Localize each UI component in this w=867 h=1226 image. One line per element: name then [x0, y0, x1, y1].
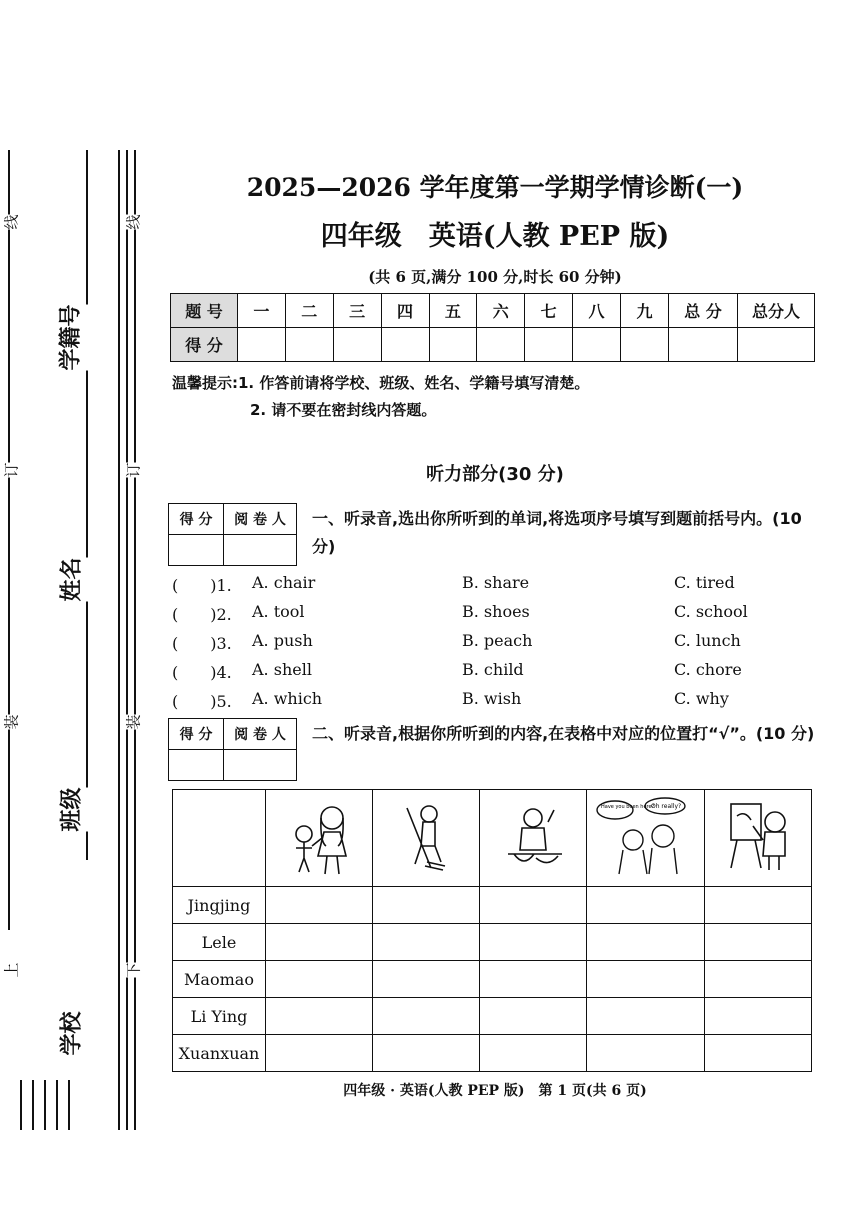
option-a: A. push [252, 631, 313, 650]
option-b: B. child [462, 660, 524, 679]
option-c: C. why [674, 689, 729, 708]
score-col: 七 [525, 294, 573, 328]
corner-cell [173, 790, 266, 887]
part2-instruction: 二、听录音,根据你所听到的内容,在表格中对应的位置打“√”。(10 分) [312, 724, 815, 743]
check-cell [479, 924, 586, 961]
score-cell [285, 328, 333, 362]
check-cell [479, 998, 586, 1035]
score-cell [238, 328, 286, 362]
sweeping-picture [381, 796, 471, 876]
grade-box-cell [224, 535, 297, 566]
option-c: C. tired [674, 573, 735, 592]
option-b: B. share [462, 573, 530, 592]
check-cell [705, 998, 812, 1035]
binding-char-up: 上 [2, 962, 21, 978]
check-cell [586, 924, 704, 961]
score-col: 三 [333, 294, 381, 328]
score-col: 六 [477, 294, 525, 328]
option-a: A. shell [252, 660, 312, 679]
check-cell [586, 998, 704, 1035]
siblings-picture [274, 796, 364, 876]
grade-box-cell [224, 750, 297, 781]
option-c: C. chore [674, 660, 742, 679]
option-c: C. school [674, 602, 748, 621]
check-cell [586, 961, 704, 998]
picture-cell [586, 790, 704, 887]
check-cell [266, 887, 373, 924]
score-col: 五 [429, 294, 477, 328]
question-number: ( )5. [172, 692, 232, 711]
score-cell [525, 328, 573, 362]
grade-box-score: 得 分 [169, 719, 224, 750]
check-cell [266, 961, 373, 998]
binding-char-order: 订 [2, 462, 21, 478]
score-col: 二 [285, 294, 333, 328]
score-cell [669, 328, 738, 362]
exam-subtitle: 四年级 英语(人教 PEP 版) [320, 221, 670, 252]
score-cell [429, 328, 477, 362]
score-cell [621, 328, 669, 362]
tips-line-1: 温馨提示:1. 作答前请将学校、班级、姓名、学籍号填写清楚。 [172, 374, 590, 392]
cooking-picture [488, 796, 578, 876]
check-cell [705, 887, 812, 924]
check-cell [705, 961, 812, 998]
picture-cell [705, 790, 812, 887]
speech-bubble-1: Have you been here? [601, 804, 655, 810]
check-cell [586, 1035, 704, 1072]
score-col: 一 [238, 294, 286, 328]
page-footer: 四年级 · 英语(人教 PEP 版) 第 1 页(共 6 页) [343, 1083, 647, 1099]
score-cell [381, 328, 429, 362]
exam-info: (共 6 页,满分 100 分,时长 60 分钟) [368, 268, 622, 286]
check-cell [479, 1035, 586, 1072]
option-a: A. chair [252, 573, 316, 592]
score-col: 九 [621, 294, 669, 328]
part2-table [172, 789, 812, 1072]
score-cell [573, 328, 621, 362]
score-cell [333, 328, 381, 362]
score-cell [738, 328, 815, 362]
check-cell [372, 887, 479, 924]
option-b: B. wish [462, 689, 522, 708]
question-number: ( )4. [172, 663, 232, 682]
grade-box-1 [168, 503, 297, 566]
question-number: ( )1. [172, 576, 232, 595]
check-cell [705, 924, 812, 961]
section-title: 听力部分(30 分) [426, 464, 564, 485]
question-number: ( )2. [172, 605, 232, 624]
check-cell [372, 961, 479, 998]
score-col: 四 [381, 294, 429, 328]
part1-instruction: 一、听录音,选出你所听到的单词,将选项序号填写到题前括号内。(10 分) [312, 509, 802, 556]
student-name: Xuanxuan [173, 1035, 266, 1072]
option-a: A. tool [252, 602, 305, 621]
binding-char-bind-inner: 装 [124, 714, 143, 730]
score-col: 总 分 [669, 294, 738, 328]
binding-char-line-inner: 线 [124, 214, 143, 230]
check-cell [372, 924, 479, 961]
question-number: ( )3. [172, 634, 232, 653]
painting-picture [713, 796, 803, 876]
score-row-label: 得 分 [171, 328, 238, 362]
grade-box-grader: 阅 卷 人 [224, 719, 297, 750]
grade-box-cell [169, 535, 224, 566]
check-cell [479, 887, 586, 924]
score-cell [477, 328, 525, 362]
grade-box-score: 得 分 [169, 504, 224, 535]
talking-picture [595, 796, 695, 876]
check-cell [266, 1035, 373, 1072]
picture-cell [266, 790, 373, 887]
check-cell [266, 924, 373, 961]
check-cell [372, 1035, 479, 1072]
picture-cell [372, 790, 479, 887]
check-cell [586, 887, 704, 924]
student-name: Maomao [173, 961, 266, 998]
exam-title: 2025—2026 学年度第一学期学情诊断(一) [246, 173, 744, 202]
check-cell [266, 998, 373, 1035]
score-row-label: 题 号 [171, 294, 238, 328]
option-b: B. shoes [462, 602, 530, 621]
option-a: A. which [252, 689, 323, 708]
option-c: C. lunch [674, 631, 741, 650]
grade-box-2 [168, 718, 297, 781]
grade-box-cell [169, 750, 224, 781]
check-cell [705, 1035, 812, 1072]
student-name: Li Ying [173, 998, 266, 1035]
tips-line-2: 2. 请不要在密封线内答题。 [250, 401, 437, 419]
score-table [170, 293, 815, 362]
option-b: B. peach [462, 631, 533, 650]
label-name: 姓名 [51, 557, 90, 601]
binding-char-order-inner: 订 [124, 462, 143, 478]
binding-char-down-inner: 下 [124, 962, 143, 978]
student-name: Jingjing [173, 887, 266, 924]
binding-char-bind: 装 [2, 714, 21, 730]
check-cell [372, 998, 479, 1035]
score-col: 八 [573, 294, 621, 328]
check-cell [479, 961, 586, 998]
binding-char-line: 线 [2, 214, 21, 230]
label-student-id: 学籍号 [50, 304, 89, 370]
speech-bubble-2: Oh really? [651, 803, 682, 810]
score-col: 总分人 [738, 294, 815, 328]
grade-box-grader: 阅 卷 人 [224, 504, 297, 535]
label-school: 学校 [51, 1011, 90, 1055]
label-class: 班级 [51, 787, 90, 831]
picture-cell [479, 790, 586, 887]
student-name: Lele [173, 924, 266, 961]
